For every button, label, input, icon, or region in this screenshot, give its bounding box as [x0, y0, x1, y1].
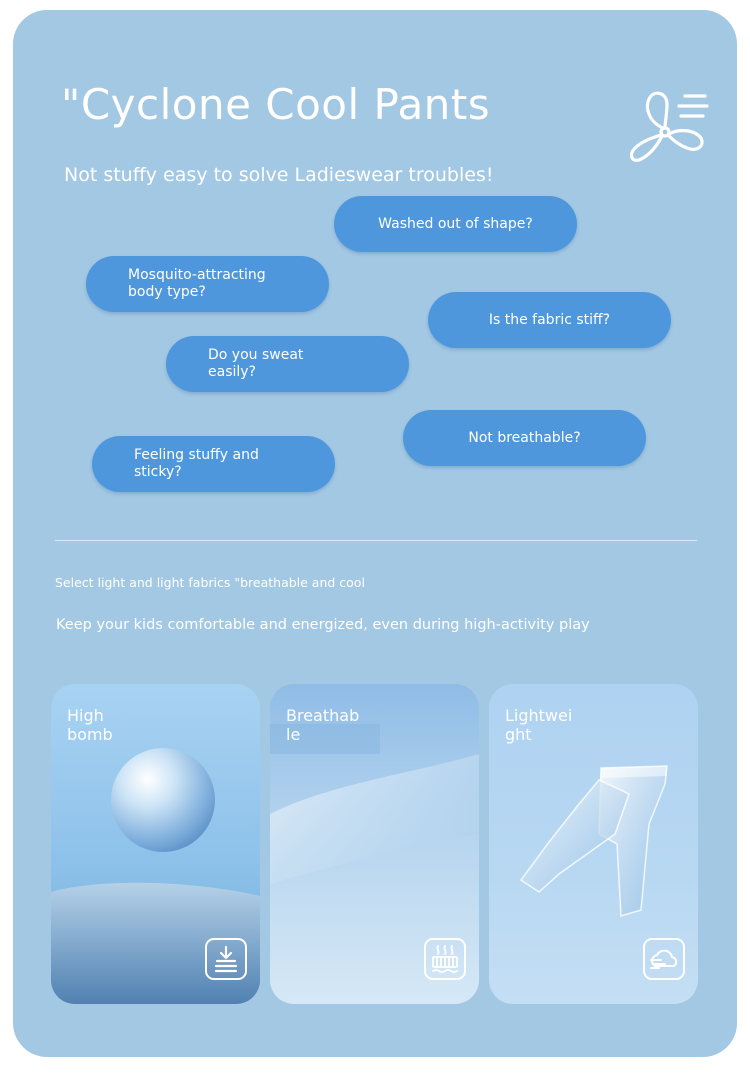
- concern-bubble-sweat: Do you sweat easily?: [166, 336, 409, 392]
- air-flow-icon: [424, 938, 466, 980]
- cushion-layers-icon: [205, 938, 247, 980]
- card-label: Breathab le: [286, 706, 360, 744]
- concern-bubble-mosquito: Mosquito-attracting body type?: [86, 256, 329, 312]
- concern-bubble-shape: Washed out of shape?: [334, 196, 577, 252]
- feature-card-breathable: [270, 684, 479, 1004]
- subtitle: Not stuffy easy to solve Ladieswear troubles!: [64, 164, 494, 186]
- fan-icon: [627, 88, 711, 168]
- card-label: High bomb: [67, 706, 113, 744]
- page-title: "Cyclone Cool Pants: [61, 80, 491, 129]
- feature-card-high-bomb: [51, 684, 260, 1004]
- fabric-note: Select light and light fabrics "breathable and cool: [55, 575, 365, 590]
- wind-cloud-icon: [643, 938, 685, 980]
- divider: [55, 540, 697, 541]
- feature-card-lightweight: [489, 684, 698, 1004]
- concern-bubble-breathable: Not breathable?: [403, 410, 646, 466]
- concern-bubble-fabric: Is the fabric stiff?: [428, 292, 671, 348]
- comfort-note: Keep your kids comfortable and energized, even during high-activity play: [56, 617, 590, 633]
- card-label: Lightwei ght: [505, 706, 573, 744]
- concern-bubble-stuffy: Feeling stuffy and sticky?: [92, 436, 335, 492]
